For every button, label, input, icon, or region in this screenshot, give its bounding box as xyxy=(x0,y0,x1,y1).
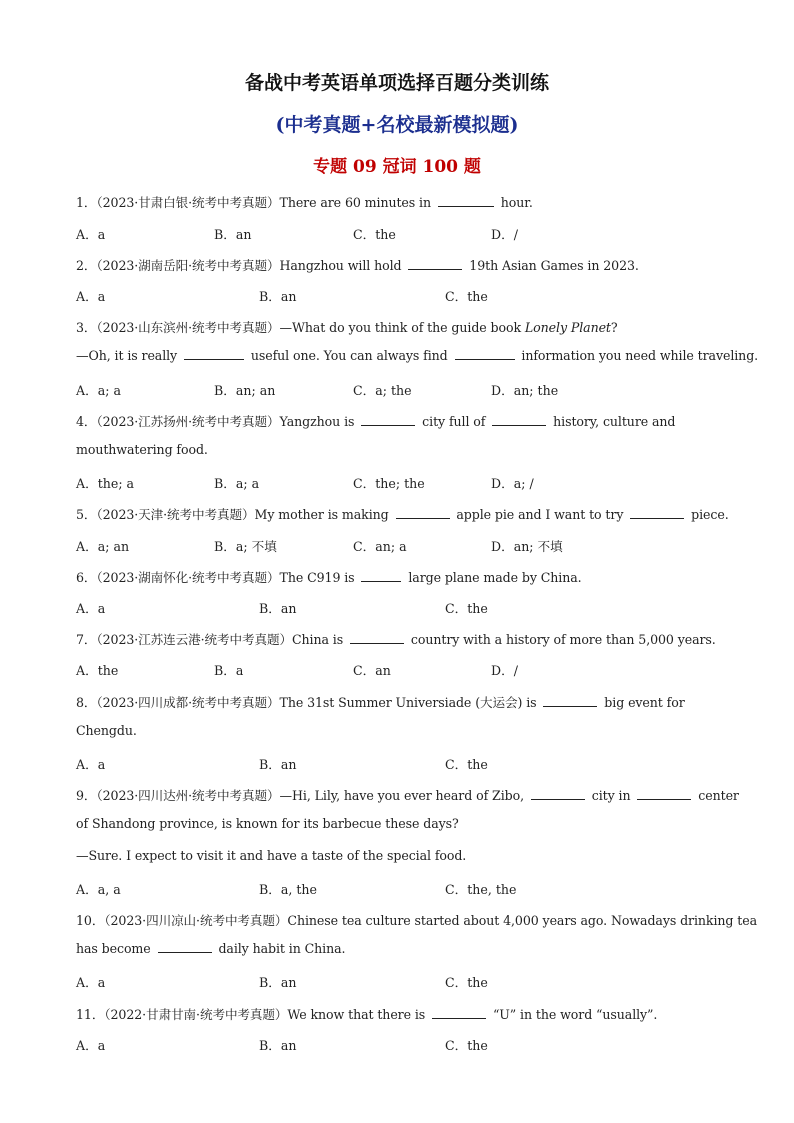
question-text: Chinese tea culture started about 4,000 years ago. Nowadays drinking tea xyxy=(287,913,757,928)
question-source: （2023·甘肃白银·统考中考真题） xyxy=(96,195,280,210)
question-3-line-2 xyxy=(76,348,758,363)
question-number: 6． xyxy=(76,570,97,585)
question-text: My mother is making xyxy=(254,507,393,522)
question-4-line-2 xyxy=(76,442,208,457)
question-text: Chengdu. xyxy=(76,723,137,738)
question-text: The 31st Summer Universiade (大运会) is xyxy=(279,695,541,710)
option-a: A．a xyxy=(76,1038,106,1053)
answer-blank xyxy=(630,507,684,519)
question-4 xyxy=(76,411,675,430)
question-number: 3． xyxy=(76,320,97,335)
option-d: D．/ xyxy=(491,227,518,242)
answer-blank xyxy=(408,258,462,270)
option-a: A．a xyxy=(76,757,106,772)
answer-blank xyxy=(184,348,244,360)
question-source: （2023·四川成都·统考中考真题） xyxy=(96,695,280,710)
option-c: C．the xyxy=(445,975,488,990)
question-3 xyxy=(76,317,618,336)
answer-blank xyxy=(350,632,404,644)
answer-blank xyxy=(361,570,401,582)
answer-blank xyxy=(531,788,585,800)
question-number: 10． xyxy=(76,913,105,928)
book-title: Lonely Planet xyxy=(524,320,611,335)
option-c: C．the, the xyxy=(445,882,517,897)
option-a: A．a xyxy=(76,227,106,242)
question-text: mouthwatering food. xyxy=(76,442,208,457)
answer-blank xyxy=(492,414,546,426)
question-text: city full of xyxy=(418,414,490,429)
question-9-line-3 xyxy=(76,848,466,863)
option-d: D．/ xyxy=(491,663,518,678)
question-number: 5． xyxy=(76,507,97,522)
question-text: There are 60 minutes in xyxy=(279,195,435,210)
question-number: 4． xyxy=(76,414,97,429)
answer-blank xyxy=(432,1007,486,1019)
question-text: China is xyxy=(292,632,347,647)
question-number: 2． xyxy=(76,258,97,273)
question-text: The C919 is xyxy=(279,570,359,585)
question-text: city in xyxy=(587,788,635,803)
option-b: B．a; a xyxy=(214,476,260,491)
question-text: large plane made by China. xyxy=(404,570,582,585)
question-text: —What do you think of the guide book xyxy=(279,320,525,335)
option-a: A．the xyxy=(76,663,119,678)
page-subtitle: (中考真题+名校最新模拟题) xyxy=(275,114,519,136)
question-8 xyxy=(76,692,685,711)
question-text: piece. xyxy=(687,507,729,522)
answer-blank xyxy=(158,941,212,953)
question-text: Hangzhou will hold xyxy=(279,258,406,273)
option-d: D．an; the xyxy=(491,383,559,398)
option-b: B．an xyxy=(214,227,252,242)
option-b: B．an; an xyxy=(214,383,276,398)
option-c: C．the; the xyxy=(353,476,425,491)
question-2 xyxy=(76,255,639,274)
question-text: —Oh, it is really xyxy=(76,348,181,363)
question-5 xyxy=(76,504,729,523)
question-9-line-2 xyxy=(76,816,459,831)
option-a: A．a xyxy=(76,289,106,304)
option-c: C．a; the xyxy=(353,383,412,398)
question-text: apple pie and I want to try xyxy=(452,507,628,522)
answer-blank xyxy=(455,348,515,360)
question-text: “U” in the word “usually”. xyxy=(489,1007,658,1022)
option-a: A．a xyxy=(76,975,106,990)
option-b: B．an xyxy=(259,601,297,616)
answer-blank xyxy=(438,195,494,207)
question-text: 19th Asian Games in 2023. xyxy=(465,258,639,273)
option-c: C．the xyxy=(445,1038,488,1053)
option-b: B．an xyxy=(259,975,297,990)
question-number: 8． xyxy=(76,695,97,710)
question-number: 7． xyxy=(76,632,97,647)
option-b: B．a; 不填 xyxy=(214,539,277,554)
option-b: B．an xyxy=(259,757,297,772)
option-d: D．an; 不填 xyxy=(491,539,563,554)
topic-title: 专题 09 冠词 100 题 xyxy=(313,157,481,177)
question-source: （2023·江苏连云港·统考中考真题） xyxy=(96,632,292,647)
option-a: A．a; a xyxy=(76,383,121,398)
question-source: （2023·天津·统考中考真题） xyxy=(96,507,255,522)
question-9 xyxy=(76,785,739,804)
question-text: —Sure. I expect to visit it and have a taste of the special food. xyxy=(76,848,467,863)
question-text: daily habit in China. xyxy=(214,941,346,956)
option-a: A．the; a xyxy=(76,476,135,491)
option-c: C．an xyxy=(353,663,391,678)
answer-blank xyxy=(361,414,415,426)
question-text: useful one. You can always find xyxy=(246,348,452,363)
answer-blank xyxy=(396,507,450,519)
answer-blank xyxy=(637,788,691,800)
question-source: （2023·山东滨州·统考中考真题） xyxy=(96,320,280,335)
question-6 xyxy=(76,567,582,586)
option-a: A．a, a xyxy=(76,882,121,897)
question-text: of Shandong province, is known for its barbecue these days? xyxy=(76,816,459,831)
question-text: center xyxy=(694,788,739,803)
question-source: （2023·湖南岳阳·统考中考真题） xyxy=(96,258,280,273)
question-text: We know that there is xyxy=(287,1007,430,1022)
option-d: D．a; / xyxy=(491,476,534,491)
answer-blank xyxy=(543,695,597,707)
question-text: —Hi, Lily, have you ever heard of Zibo, xyxy=(279,788,528,803)
question-source: （2023·湖南怀化·统考中考真题） xyxy=(96,570,280,585)
option-b: B．an xyxy=(259,289,297,304)
question-text: has become xyxy=(76,941,155,956)
question-10 xyxy=(76,910,757,929)
question-text: history, culture and xyxy=(549,414,676,429)
option-b: B．an xyxy=(259,1038,297,1053)
option-c: C．the xyxy=(445,757,488,772)
option-c: C．the xyxy=(445,601,488,616)
question-source: （2023·江苏扬州·统考中考真题） xyxy=(96,414,280,429)
option-c: C．an; a xyxy=(353,539,407,554)
question-source: （2023·四川达州·统考中考真题） xyxy=(96,788,280,803)
option-b: B．a, the xyxy=(259,882,317,897)
question-text: information you need while traveling. xyxy=(517,348,759,363)
question-11 xyxy=(76,1004,657,1023)
question-7 xyxy=(76,629,716,648)
question-number: 11． xyxy=(76,1007,105,1022)
option-b: B．a xyxy=(214,663,244,678)
question-source: （2023·四川凉山·统考中考真题） xyxy=(104,913,288,928)
question-text: big event for xyxy=(600,695,685,710)
page-title: 备战中考英语单项选择百题分类训练 xyxy=(244,72,549,94)
question-1 xyxy=(76,192,533,211)
question-number: 9． xyxy=(76,788,97,803)
option-c: C．the xyxy=(445,289,488,304)
option-a: A．a xyxy=(76,601,106,616)
question-number: 1． xyxy=(76,195,97,210)
question-text: ? xyxy=(610,320,618,335)
question-text: Yangzhou is xyxy=(279,414,359,429)
option-c: C．the xyxy=(353,227,396,242)
question-text: country with a history of more than 5,000 years. xyxy=(407,632,716,647)
question-source: （2022·甘肃甘南·统考中考真题） xyxy=(104,1007,288,1022)
question-text: hour. xyxy=(496,195,533,210)
question-8-line-2 xyxy=(76,723,137,738)
question-10-line-2 xyxy=(76,941,345,956)
option-a: A．a; an xyxy=(76,539,130,554)
